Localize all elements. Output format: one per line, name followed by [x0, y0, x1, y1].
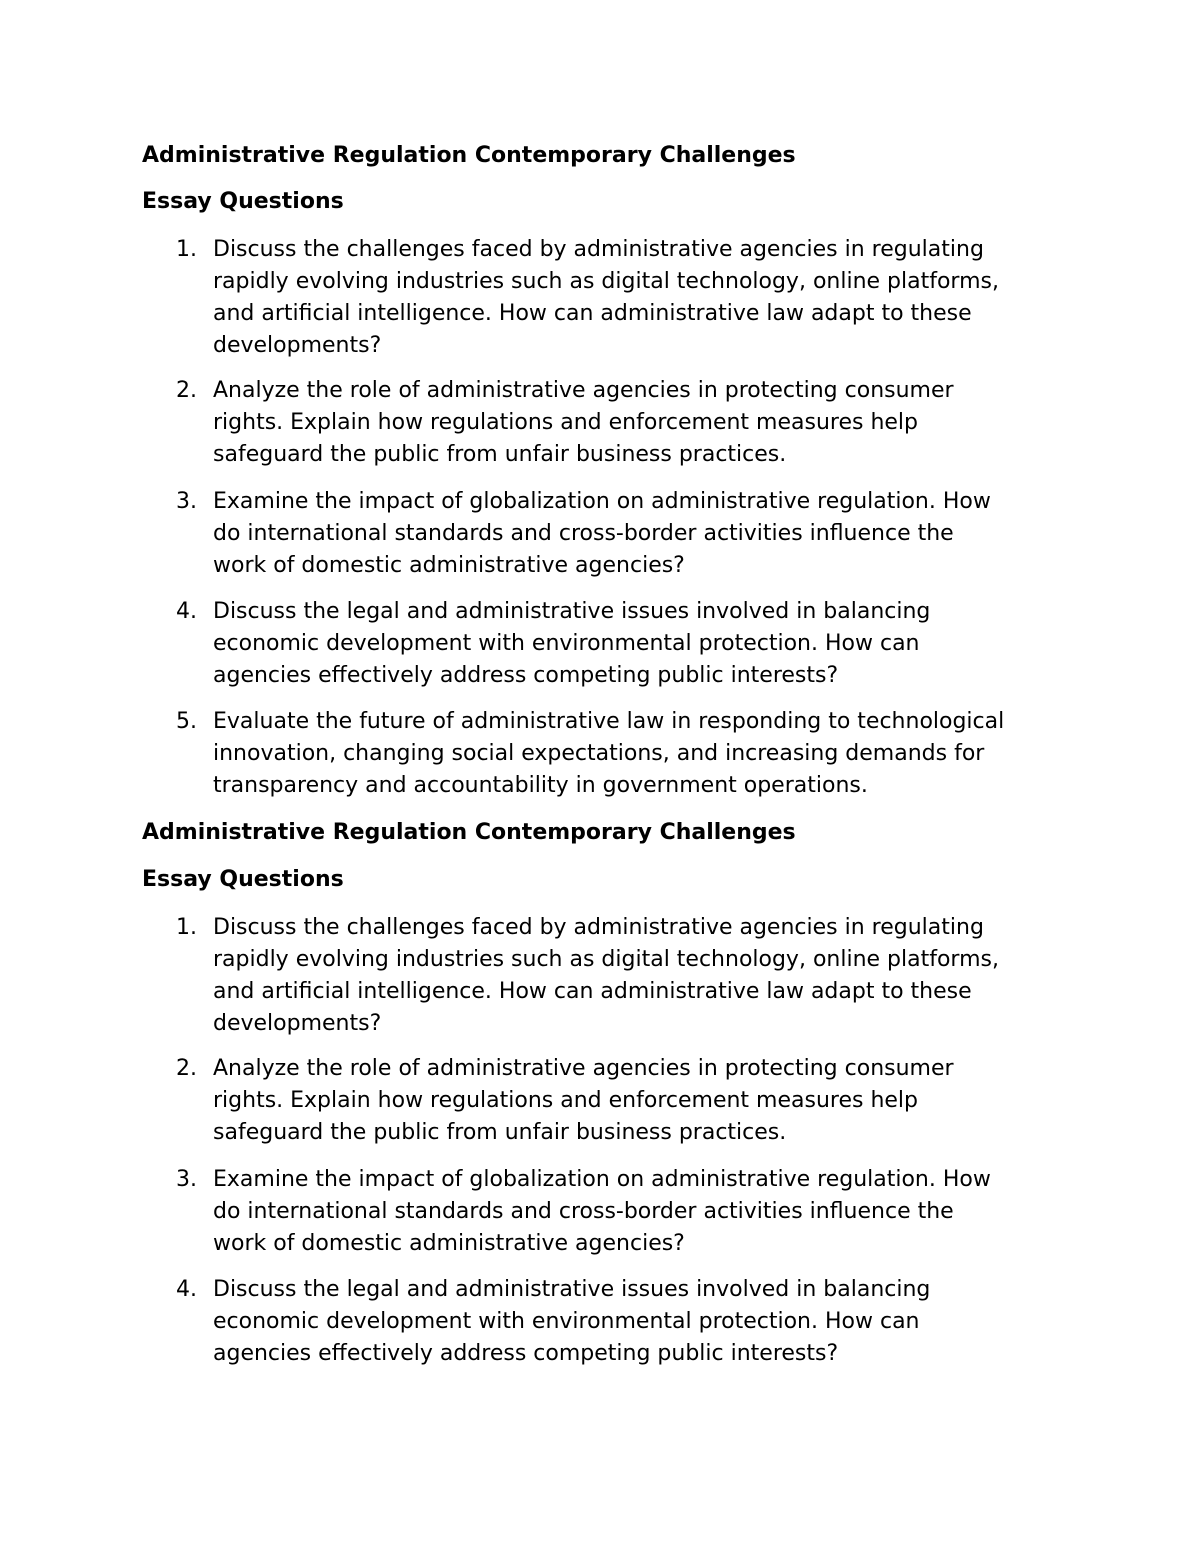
- question-number: 5.: [176, 709, 197, 734]
- question-text-line: Discuss the legal and administrative issues involved in balancing: [213, 599, 931, 624]
- question-text-line: innovation, changing social expectations, and increasing demands for: [213, 741, 985, 766]
- question-text-line: work of domestic administrative agencies?: [213, 553, 685, 578]
- section-heading: Essay Questions: [142, 867, 344, 892]
- question-text-line: rights. Explain how regulations and enforcement measures help: [213, 410, 918, 435]
- question-number: 1.: [176, 237, 197, 262]
- question-text-line: rapidly evolving industries such as digital technology, online platforms,: [213, 269, 999, 294]
- question-text-line: safeguard the public from unfair business practices.: [213, 1120, 787, 1145]
- question-text-line: transparency and accountability in government operations.: [213, 773, 868, 798]
- question-number: 1.: [176, 915, 197, 940]
- question-text-line: developments?: [213, 1011, 382, 1036]
- question-number: 4.: [176, 599, 197, 624]
- question-text-line: Discuss the legal and administrative issues involved in balancing: [213, 1277, 931, 1302]
- question-text-line: Analyze the role of administrative agencies in protecting consumer: [213, 378, 954, 403]
- question-text-line: and artificial intelligence. How can administrative law adapt to these: [213, 979, 972, 1004]
- section-heading: Essay Questions: [142, 189, 344, 214]
- question-text-line: economic development with environmental protection. How can: [213, 1309, 920, 1334]
- question-number: 3.: [176, 489, 197, 514]
- question-text-line: rapidly evolving industries such as digital technology, online platforms,: [213, 947, 999, 972]
- question-number: 4.: [176, 1277, 197, 1302]
- question-text-line: do international standards and cross-border activities influence the: [213, 521, 954, 546]
- question-text-line: work of domestic administrative agencies?: [213, 1231, 685, 1256]
- question-text-line: safeguard the public from unfair business practices.: [213, 442, 787, 467]
- question-text-line: agencies effectively address competing public interests?: [213, 1341, 839, 1366]
- question-text-line: agencies effectively address competing public interests?: [213, 663, 839, 688]
- question-text-line: rights. Explain how regulations and enforcement measures help: [213, 1088, 918, 1113]
- question-text-line: do international standards and cross-border activities influence the: [213, 1199, 954, 1224]
- question-number: 2.: [176, 378, 197, 403]
- question-text-line: Discuss the challenges faced by administrative agencies in regulating: [213, 237, 984, 262]
- question-text-line: Examine the impact of globalization on administrative regulation. How: [213, 489, 991, 514]
- document-title: Administrative Regulation Contemporary Challenges: [142, 820, 796, 845]
- question-text-line: economic development with environmental protection. How can: [213, 631, 920, 656]
- question-text-line: Examine the impact of globalization on administrative regulation. How: [213, 1167, 991, 1192]
- question-text-line: Evaluate the future of administrative law in responding to technological: [213, 709, 1005, 734]
- question-text-line: developments?: [213, 333, 382, 358]
- question-number: 3.: [176, 1167, 197, 1192]
- question-text-line: and artificial intelligence. How can administrative law adapt to these: [213, 301, 972, 326]
- question-number: 2.: [176, 1056, 197, 1081]
- question-text-line: Analyze the role of administrative agencies in protecting consumer: [213, 1056, 954, 1081]
- question-text-line: Discuss the challenges faced by administrative agencies in regulating: [213, 915, 984, 940]
- document-title: Administrative Regulation Contemporary Challenges: [142, 143, 796, 168]
